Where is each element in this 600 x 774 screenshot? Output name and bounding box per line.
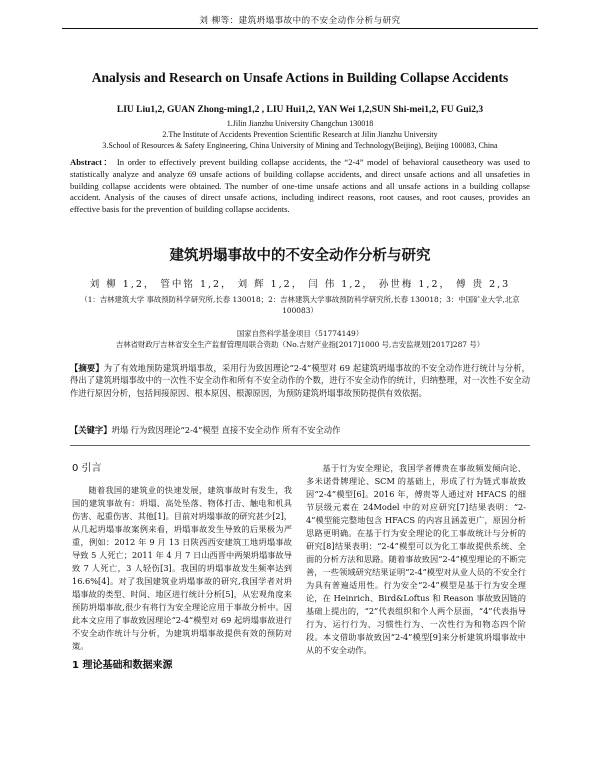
right-column <box>306 462 526 657</box>
abstract-cn-text: 为了有效地预防建筑坍塌事故，采用行为致因理论“2-4”模型对 69 起建筑坍塌事故的不安全动作进行统计与分析，得出了建筑坍塌事故中的一次性不安全动作和所有不安全动作的个数，进行不安全动作的统计，归纳整理，对一次性不安全动作进行原因分析，包括间接原因、根本原因、根源原因，为预防建筑坍塌事故预防提供有效依据。 <box>70 363 530 398</box>
paper-title-cn: 建筑坍塌事故中的不安全动作分析与研究 <box>169 248 431 264</box>
right-paragraph-1: 基于行为安全理论，我国学者傅贵在事故频发倾向论、多米诺骨牌理论、SCM 的基础上，形成了行为链式事故致因“2-4”模型[6]。2016 年，傅贵等人通过对 HFACS 的细节层级元素在 24Model 中的对应研究[7]结果表明：“2-4”模型能完整地包含 HFACS 的内容且涵盖更广，原因分析思路更明确。在基于行为安全理论的化工事故统计与分析的研究[8]结果表明：“2-4”模型可以为化工事故提供系统、全面的分析方法和思路。随着事故致因“2-4”模型理论的不断完善，一些领域研究结果证明“2-4”模型对从业人员的不安全行为具有普遍适用性。行为安全“2-4”模型是基于行为安全理论，在 Heinrich、Bird&Loftus 和 Reason 事故致因链的基础上提出的，“2”代表组织和个人两个层面，“4”代表指导行为、运行行为、习惯性行为、一次性行为和物态四个阶段。本文借助事故致因“2-4”模型[9]来分析建筑坍塌事故中从的不安全动作。 <box>306 463 526 655</box>
keywords <box>70 424 530 436</box>
fund-line-2: 吉林省财政厅吉林省安全生产监督管理局联合资助（No.吉财产业指[2017]1000 号,吉安监规划[2017]287 号） <box>115 340 485 349</box>
fund-info <box>0 328 600 350</box>
fund-line-1: 国家自然科学基金项目（51774149） <box>236 329 364 338</box>
keywords-label: 【关键字】 <box>70 425 112 435</box>
affiliations-cn: （1：吉林建筑大学 事故预防科学研究所,长春 130018；2：吉林建筑大学事故预防科学研究所,长春 130018；3：中国矿业大学,北京 100083） <box>80 295 520 315</box>
section-divider <box>70 445 530 446</box>
header-rule <box>62 28 538 29</box>
abstract-cn-label: 【摘要】 <box>70 363 104 373</box>
authors-en: LIU Liu1,2, GUAN Zhong-ming1,2 , LIU Hui1,2, YAN Wei 1,2,SUN Shi-mei1,2, FU Gui2,3 <box>116 105 484 115</box>
intro-heading: 0 引言 <box>72 463 102 474</box>
affiliation-en-1: 1.Jilin Jianzhu University Changchun 130018 <box>226 119 374 128</box>
left-column <box>72 462 292 681</box>
abstract-en <box>70 157 530 216</box>
abstract-en-text: In order to effectively prevent building collapse accidents, the “2-4” model of behavioral causetheory was used to statistically analyze and analyze 69 unsafe actions of building collapse accidents, and direct unsafe actions and all unsafeties in building collapse accidents were obtained. The number of one-time unsafe actions and all unsafe actions in a building collapse accident. Analysis of the causes of direct unsafe actions, including indirect reasons, root causes, and root causes, provides an effective basis for the prevention of building collapse accidents. <box>70 157 531 215</box>
intro-paragraph: 随着我国的建筑业的快速发展，建筑事故时有发生，我国的建筑事故有：坍塌、高处坠落、物体打击、触电和机具伤害、起重伤害、其他[1]。目前对坍塌事故的研究甚少[2]，从几起坍塌事故案例来看，坍塌事故发生导致的后果极为严重，例如：2012 年 9 月 13 日陕西西安建筑工地坍塌事故导致 5 人死亡；2011 年 4 月 7 日山西晋中两架坍塌事故导致 7 人死亡，3 人轻伤[3]。我国的坍塌事故发生频率达到 16.6%[4]。对了我国建筑业坍塌事故的研究,我国学者对坍塌事故的类型、时间、地区进行统计分析[5]，从宏观角度来预防坍塌事故,很少有将行为安全理论应用于事故分析中。因此本文应用了事故致因理论“2-4”模型对 69 起坍塌事故进行不安全动作统计与分析，为建筑坍塌事故提供有效的预防对策。 <box>72 485 292 651</box>
keywords-text: 坍塌 行为致因理论“2-4”模型 直接不安全动作 所有不安全动作 <box>111 425 341 435</box>
authors-cn: 刘 柳 1,2， 管中铭 1,2， 刘 辉 1,2， 闫 伟 1,2， 孙世梅 1,2， 傅 贵 2,3 <box>89 279 511 290</box>
abstract-en-label: Abstract： <box>70 157 114 167</box>
abstract-cn <box>70 362 530 399</box>
running-head: 刘 柳等：建筑坍塌事故中的不安全动作分析与研究 <box>199 16 401 26</box>
affiliation-en-2: 2.The Institute of Accidents Prevention Scientific Research at Jilin Jianzhu University <box>162 130 438 139</box>
affiliation-en-3: 3.School of Resources & Safety Engineering, China University of Mining and Technology(Beijing), Beijing 100083, China <box>102 141 498 150</box>
section-1-heading: 1 理论基础和数据来源 <box>72 660 173 671</box>
paper-title-en: Analysis and Research on Unsafe Actions in Building Collapse Accidents <box>91 70 509 85</box>
